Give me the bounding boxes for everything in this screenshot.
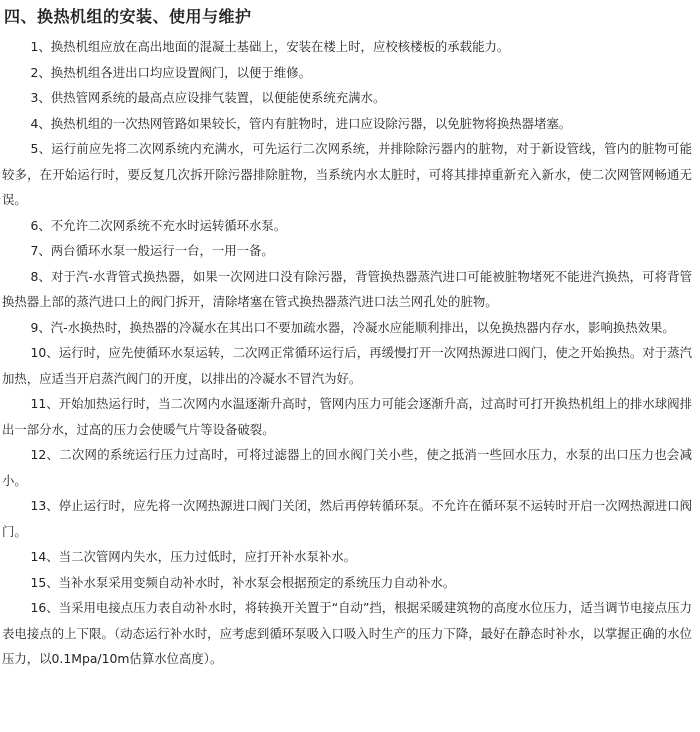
instruction-item-10: 10、运行时，应先使循环水泵运转，二次网正常循环运行后，再缓慢打开一次网热源进口阀门，使之开始换热。对于蒸汽加热，应适当开启蒸汽阀门的开度，以排出的冷凝水不冒汽为好。 bbox=[2, 345, 692, 386]
instruction-item-15: 15、当补水泵采用变频自动补水时，补水泵会根据预定的系统压力自动补水。 bbox=[30, 574, 456, 590]
instruction-item-1: 1、换热机组应放在高出地面的混凝土基础上，安装在楼上时，应校核楼板的承载能力。 bbox=[30, 39, 510, 54]
instruction-item-7: 7、两台循环水泵一般运行一台，一用一备。 bbox=[30, 243, 274, 258]
instruction-list bbox=[2, 34, 692, 672]
instruction-item-11: 11、开始加热运行时，当二次网内水温逐渐升高时，管网内压力可能会逐渐升高，过高时可打开换热机组上的排水球阀排出一部分水，过高的压力会使暖气片等设备破裂。 bbox=[2, 396, 692, 437]
instruction-item-12: 12、二次网的系统运行压力过高时，可将过滤器上的回水阀门关小些，使之抵消一些回水压力，水泵的出口压力也会减小。 bbox=[2, 447, 692, 488]
instruction-item-9: 9、汽-水换热时，换热器的冷凝水在其出口不要加疏水器，冷凝水应能顺利排出，以免换热器内存水，影响换热效果。 bbox=[30, 319, 675, 335]
instruction-item-6: 6、不允许二次网系统不充水时运转循环水泵。 bbox=[30, 217, 287, 233]
instruction-item-3: 3、供热管网系统的最高点应设排气装置，以便能使系统充满水。 bbox=[30, 90, 386, 105]
instruction-item-14: 14、当二次管网内失水，压力过低时，应打开补水泵补水。 bbox=[30, 549, 357, 564]
instruction-item-2: 2、换热机组各进出口均应设置阀门，以便于维修。 bbox=[30, 64, 311, 80]
instruction-item-8: 8、对于汽-水背管式换热器，如果一次网进口没有除污器，背管换热器蒸汽进口可能被脏物堵死不能进汽换热，可将背管换热器上部的蒸汽进口上的阀门拆开，清除堵塞在管式换热器蒸汽进口法兰网孔处的脏物。 bbox=[2, 268, 692, 309]
instruction-item-4: 4、换热机组的一次热网管路如果较长，管内有脏物时，进口应设除污器，以免脏物将换热器堵塞。 bbox=[30, 115, 572, 131]
section-title: 四、换热机组的安装、使用与维护 bbox=[4, 7, 252, 26]
instruction-item-16: 16、当采用电接点压力表自动补水时，将转换开关置于“自动”挡，根据采暖建筑物的高度水位压力，适当调节电接点压力表电接点的上下限。（动态运行补水时，应考虑到循环泵吸入口吸入时生产的压力下降，最好在静态时补水，以掌握正确的水位压力，以0.1Mpa/10m估算水位高度）。 bbox=[2, 600, 692, 666]
instruction-item-13: 13、停止运行时，应先将一次网热源进口阀门关闭，然后再停转循环泵。不允许在循环泵不运转时开启一次网热源进口阀门。 bbox=[2, 498, 692, 539]
instruction-item-5: 5、运行前应先将二次网系统内充满水，可先运行二次网系统，并排除除污器内的脏物，对于新设管线，管内的脏物可能较多，在开始运行时，要反复几次拆开除污器排除脏物，当系统内水太脏时，可将其排掉重新充入新水，使二次网管网畅通无误。 bbox=[2, 141, 692, 207]
